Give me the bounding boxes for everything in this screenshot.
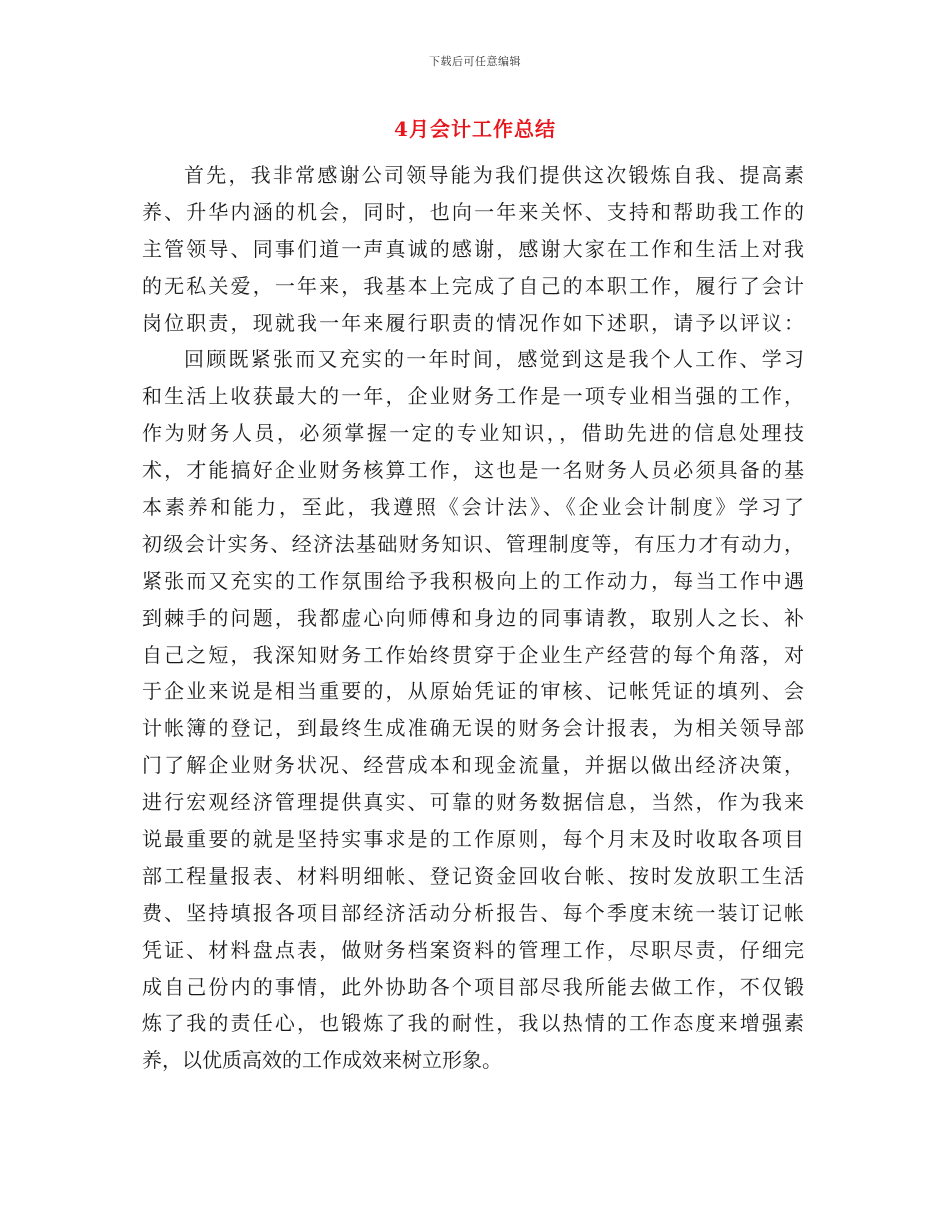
text-line: 费、坚持填报各项目部经济活动分析报告、每个季度末统一装订记帐 bbox=[142, 900, 804, 925]
text-line: 到棘手的问题，我都虚心向师傅和身边的同事请教，取别人之长、补 bbox=[142, 605, 804, 630]
text-line: 初级会计实务、经济法基础财务知识、管理制度等，有压力才有动力， bbox=[142, 531, 804, 556]
text-line: 回顾既紧张而又充实的一年时间，感觉到这是我个人工作、学习 bbox=[184, 347, 804, 372]
text-line: 自己之短，我深知财务工作始终贯穿于企业生产经营的每个角落，对 bbox=[142, 642, 804, 667]
document-title: 4月会计工作总结 bbox=[394, 117, 556, 141]
text-line: 首先，我非常感谢公司领导能为我们提供这次锻炼自我、提高素 bbox=[184, 163, 804, 187]
page-header: 下载后可任意编辑 bbox=[429, 55, 521, 68]
text-line: 养，以优质高效的工作成效来树立形象。 bbox=[142, 1048, 502, 1073]
text-line: 主管领导、同事们道一声真诚的感谢，感谢大家在工作和生活上对我 bbox=[142, 236, 804, 261]
document-body bbox=[142, 157, 804, 1079]
text-line: 的无私关爱，一年来，我基本上完成了自己的本职工作，履行了会计 bbox=[142, 273, 804, 298]
text-line: 凭证、材料盘点表，做财务档案资料的管理工作，尽职尽责，仔细完 bbox=[142, 937, 804, 962]
text-line: 紧张而又充实的工作氛围给予我积极向上的工作动力，每当工作中遇 bbox=[142, 568, 804, 593]
text-line: 炼了我的责任心，也锻炼了我的耐性，我以热情的工作态度来增强素 bbox=[142, 1011, 804, 1036]
text-line: 部工程量报表、材料明细帐、登记资金回收台帐、按时发放职工生活 bbox=[142, 863, 804, 888]
paragraph-1 bbox=[142, 157, 804, 341]
text-line: 于企业来说是相当重要的，从原始凭证的审核、记帐凭证的填列、会 bbox=[142, 679, 804, 704]
text-line: 说最重要的就是坚持实事求是的工作原则，每个月末及时收取各项目 bbox=[142, 827, 804, 852]
paragraph-2 bbox=[142, 341, 804, 1079]
text-line: 门了解企业财务状况、经营成本和现金流量，并据以做出经济决策， bbox=[142, 753, 804, 778]
text-line: 作为财务人员，必须掌握一定的专业知识，，借助先进的信息处理技 bbox=[142, 421, 804, 446]
text-line: 和生活上收获最大的一年，企业财务工作是一项专业相当强的工作， bbox=[142, 384, 804, 409]
text-line: 本素养和能力，至此，我遵照《会计法》、《企业会计制度》学习了 bbox=[142, 495, 804, 520]
text-line: 成自己份内的事情，此外协助各个项目部尽我所能去做工作，不仅锻 bbox=[142, 974, 804, 999]
text-line: 计帐簿的登记，到最终生成准确无误的财务会计报表，为相关领导部 bbox=[142, 716, 804, 741]
text-line: 岗位职责，现就我一年来履行职责的情况作如下述职，请予以评议： bbox=[142, 310, 804, 335]
text-line: 术，才能搞好企业财务核算工作，这也是一名财务人员必须具备的基 bbox=[142, 458, 804, 483]
text-line: 进行宏观经济管理提供真实、可靠的财务数据信息，当然，作为我来 bbox=[142, 790, 804, 815]
text-line: 养、升华内涵的机会，同时，也向一年来关怀、支持和帮助我工作的 bbox=[142, 199, 804, 224]
